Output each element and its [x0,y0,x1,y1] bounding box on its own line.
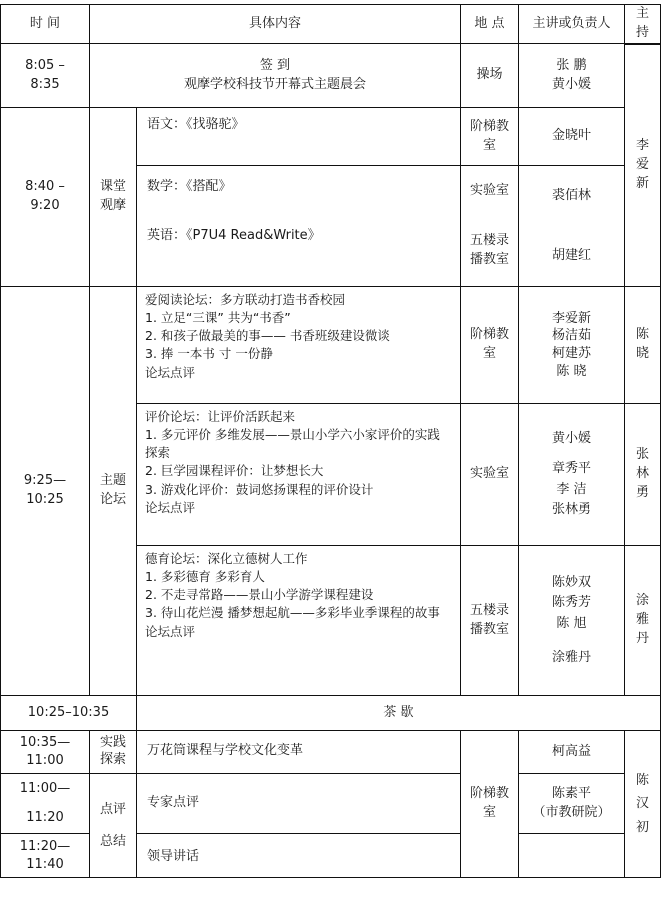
final-2-presenter-label: 陈素平 [551,785,591,801]
header-location-label: 地 点 [474,15,505,31]
checkin-title: 签 到 [259,57,291,73]
class-item-2-3-location [460,165,519,287]
class-item-1-presenter [518,107,625,166]
final-summary-category [89,773,137,878]
class-item-1-location-label: 阶梯教室 [469,118,509,153]
final-practice-category-label: 实践探索 [99,735,126,767]
forum-3-presenter-4: 涂雅丹 [551,649,591,665]
forum-1-line-3: 2. 和孩子做最美的事—— 书香班级建设微谈 [145,328,390,344]
forum-2-presenter-2: 章秀平 [551,461,591,477]
final-practice-category [89,730,137,774]
final-2-presenter [518,773,625,834]
checkin-content [89,43,461,108]
final-1-presenter [518,730,625,774]
forum-3-location [460,545,519,696]
header-time [0,4,90,44]
checkin-location-label: 操场 [476,67,503,83]
class-item-3-presenter-label: 胡建红 [551,247,591,263]
header-host-label: 主持 [635,6,649,40]
forum-2-line-5: 论坛点评 [145,499,196,515]
forum-2-presenters [518,403,625,546]
forum-1-presenter-4: 陈 晓 [556,363,587,379]
final-1-time-start: 10:35— [19,735,71,751]
forum-1-content [136,286,461,404]
forum-time [0,286,90,696]
forum-2-presenter-4: 张林勇 [551,501,591,517]
final-1-time [0,730,90,774]
class-item-1-location [460,107,519,166]
break-time [0,695,137,731]
forum-1-line-1: 爱阅读论坛：多方联动打造书香校园 [145,292,346,307]
forum-1-location [460,286,519,404]
class-item-1-text: 语文：《找骆驼》 [147,117,245,132]
header-content-label: 具体内容 [248,15,301,31]
forum-3-line-3: 2. 不走寻常路——景山小学游学课程建设 [145,587,374,603]
final-2-time-start: 11:00— [19,780,71,796]
forum-3-presenter-3: 陈 旭 [556,615,587,631]
forum-1-presenter-2: 杨洁茹 [551,328,591,344]
forum-2-line-2: 1. 多元评价 多维发展——景山小学六小家评价的实践探索 [145,427,440,461]
header-presenter [518,4,625,44]
forum-time-end: 10:25 [26,492,64,507]
forum-2-line-3: 2. 巨学园课程评价：让梦想长大 [145,463,324,479]
forum-3-line-4: 3. 待山花烂漫 播梦想起航——多彩毕业季课程的故事 [145,605,440,621]
final-3-presenter [518,833,625,878]
checkin-presenter-1: 张 鹏 [556,57,587,73]
class-item-3-location-label: 五楼录播教室 [469,233,509,268]
forum-3-presenter-2: 陈秀芳 [551,595,591,611]
header-content [89,4,461,44]
class-item-1-presenter-label: 金晓叶 [551,128,591,144]
final-summary-category-label: 点评总结 [99,802,126,849]
forum-2-content [136,403,461,546]
class-time-start: 8:40 – [25,179,65,195]
final-3-content [136,833,461,878]
forum-1-host-label: 陈晓 [635,327,649,361]
forum-3-location-label: 五楼录播教室 [469,602,509,637]
forum-1-presenter-3: 柯建苏 [551,346,591,361]
final-2-time [0,773,90,834]
final-1-presenter-label: 柯高益 [551,743,591,759]
forum-1-line-5: 论坛点评 [145,364,196,380]
checkin-subtitle: 观摩学校科技节开幕式主题晨会 [183,76,366,92]
final-1-content-label: 万花筒课程与学校文化变革 [147,743,304,758]
class-host [624,44,661,287]
class-item-1-content [136,107,461,166]
break-content-label: 茶 歇 [383,704,414,720]
forum-1-line-2: 1. 立足“三课” 共为“书香” [145,310,291,326]
checkin-time-end: 8:35 [30,76,60,92]
class-item-2-3-presenter [518,165,625,287]
checkin-time [0,43,90,108]
break-content [136,695,661,731]
forum-3-line-2: 1. 多彩德育 多彩育人 [145,569,265,585]
final-3-time [0,833,90,878]
forum-time-start: 9:25— [23,473,67,489]
final-location [460,730,519,878]
forum-2-presenter-1: 黄小媛 [551,431,591,447]
checkin-presenters [518,43,625,108]
class-item-2-text: 数学：《搭配》 [147,179,232,194]
header-time-label: 时 间 [29,15,61,31]
header-presenter-label: 主讲或负责人 [532,15,611,31]
class-item-3-text: 英语：《P7U4 Read&Write》 [147,227,321,243]
class-item-2-location-label: 实验室 [469,182,509,198]
class-item-2-3-content [136,165,461,287]
forum-3-presenters [518,545,625,696]
class-category [89,107,137,287]
class-item-2-presenter-label: 裘佰林 [551,187,591,203]
checkin-presenter-2: 黄小媛 [551,76,591,92]
checkin-time-start: 8:05 – [25,57,65,73]
forum-1-host [624,286,661,404]
forum-2-location [460,403,519,546]
final-location-label: 阶梯教室 [469,786,509,820]
header-host [624,4,661,44]
final-3-time-start: 11:20— [19,838,71,854]
final-2-content [136,773,461,834]
final-2-time-end: 11:20 [26,809,64,825]
forum-category-label: 主题论坛 [99,473,126,507]
forum-3-line-5: 论坛点评 [145,623,196,639]
class-host-label: 李爱新 [635,138,649,191]
forum-2-location-label: 实验室 [469,466,509,482]
forum-3-presenter-1: 陈妙双 [551,575,591,591]
header-location [460,4,519,44]
final-host-label: 陈汉初 [635,772,649,835]
final-3-time-end: 11:40 [26,856,64,872]
forum-category [89,286,137,696]
forum-2-host [624,403,661,546]
break-time-label: 10:25–10:35 [27,704,110,720]
final-1-time-end: 11:00 [26,753,64,768]
forum-3-content [136,545,461,696]
forum-1-presenter-1: 李爱新 [551,310,591,326]
final-1-content [136,730,461,774]
checkin-location [460,43,519,108]
forum-3-line-1: 德育论坛：深化立德树人工作 [145,551,308,566]
class-category-label: 课堂观摩 [99,179,126,213]
final-3-content-label: 领导讲话 [147,849,200,864]
forum-3-host [624,545,661,696]
class-time-end: 9:20 [30,198,60,213]
forum-3-host-label: 涂雅丹 [635,593,649,646]
forum-1-location-label: 阶梯教室 [469,327,509,361]
forum-2-host-label: 张林勇 [635,447,649,500]
forum-2-presenter-3: 李 洁 [556,481,587,497]
class-time [0,107,90,287]
forum-2-line-1: 评价论坛：让评价活跃起来 [145,409,296,424]
forum-1-presenters [518,286,625,404]
forum-1-line-4: 3. 捧 一本书 寸 一份静 [145,346,273,362]
final-2-presenter-note: （市教研院） [532,804,611,820]
final-host [624,730,661,878]
forum-2-line-4: 3. 游戏化评价：鼓词悠扬课程的评价设计 [145,481,374,497]
final-2-content-label: 专家点评 [147,795,200,810]
